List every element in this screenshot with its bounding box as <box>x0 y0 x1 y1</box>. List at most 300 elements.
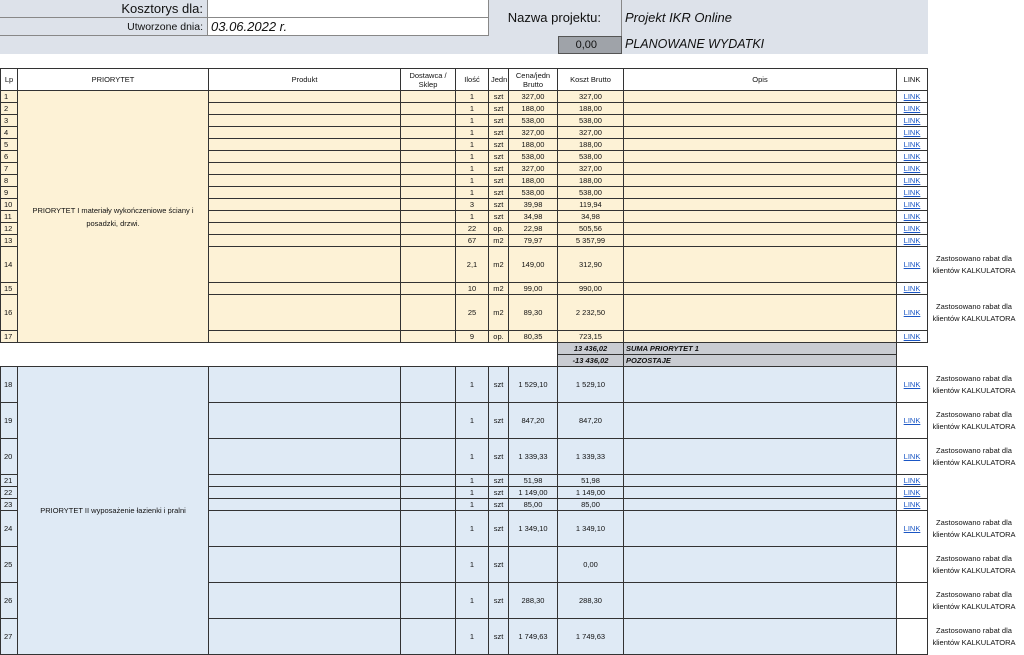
supplier-cell[interactable] <box>401 223 456 235</box>
description-cell[interactable] <box>624 127 897 139</box>
product-cell[interactable] <box>209 475 401 487</box>
description-cell[interactable] <box>624 547 897 583</box>
product-cell[interactable] <box>209 547 401 583</box>
link-anchor[interactable]: LINK <box>903 163 921 173</box>
description-cell[interactable] <box>624 295 897 331</box>
description-cell[interactable] <box>624 499 897 511</box>
link-cell <box>897 619 928 655</box>
description-cell[interactable] <box>624 235 897 247</box>
total-cost-cell: 327,00 <box>558 91 624 103</box>
nazwa-value-cell[interactable] <box>622 0 928 36</box>
discount-note: Zastosowano rabat dla klientów KALKULATORA <box>932 589 1016 611</box>
supplier-cell[interactable] <box>401 115 456 127</box>
quantity-cell[interactable]: 3 <box>456 199 489 211</box>
quantity-cell[interactable]: 25 <box>456 295 489 331</box>
link-cell <box>897 295 928 331</box>
supplier-cell[interactable] <box>401 199 456 211</box>
link-anchor[interactable]: LINK <box>903 499 921 509</box>
unit-cell[interactable]: szt <box>489 547 509 583</box>
total-cost-cell: 505,56 <box>558 223 624 235</box>
total-cost-cell: 1 349,10 <box>558 511 624 547</box>
unit-price-cell[interactable]: 51,98 <box>509 475 558 487</box>
supplier-cell[interactable] <box>401 487 456 499</box>
unit-price-cell[interactable]: 1 149,00 <box>509 487 558 499</box>
product-cell[interactable] <box>209 283 401 295</box>
discount-note: Zastosowano rabat dla klientów KALKULATORA <box>932 625 1016 647</box>
quantity-cell[interactable]: 1 <box>456 127 489 139</box>
supplier-cell[interactable] <box>401 439 456 475</box>
discount-note: Zastosowano rabat dla klientów KALKULATORA <box>932 301 1016 323</box>
supplier-cell[interactable] <box>401 175 456 187</box>
description-cell[interactable] <box>624 367 897 403</box>
product-cell[interactable] <box>209 139 401 151</box>
product-cell[interactable] <box>209 211 401 223</box>
unit-price-cell[interactable]: 85,00 <box>509 499 558 511</box>
summary-link-spacer <box>897 343 928 355</box>
unit-cell[interactable]: szt <box>489 475 509 487</box>
unit-cell[interactable]: szt <box>489 151 509 163</box>
unit-price-cell[interactable] <box>509 547 558 583</box>
quantity-cell[interactable]: 1 <box>456 511 489 547</box>
link-cell <box>897 511 928 547</box>
unit-price-cell[interactable]: 1 349,10 <box>509 511 558 547</box>
planned-label-cell <box>622 36 928 54</box>
total-cost-cell: 1 529,10 <box>558 367 624 403</box>
link-anchor[interactable]: LINK <box>903 451 921 461</box>
unit-cell[interactable]: m2 <box>489 295 509 331</box>
col-header-lp: Lp <box>1 69 18 91</box>
row-lp: 21 <box>1 475 18 487</box>
row-lp: 6 <box>1 151 18 163</box>
product-cell[interactable] <box>209 367 401 403</box>
supplier-cell[interactable] <box>401 475 456 487</box>
description-cell[interactable] <box>624 283 897 295</box>
nazwa-label: Nazwa projektu: <box>507 10 601 25</box>
link-anchor[interactable]: LINK <box>903 283 921 293</box>
row-lp: 18 <box>1 367 18 403</box>
link-cell <box>897 499 928 511</box>
supplier-cell[interactable] <box>401 295 456 331</box>
description-cell[interactable] <box>624 151 897 163</box>
link-anchor[interactable]: LINK <box>903 475 921 485</box>
quantity-cell[interactable]: 1 <box>456 115 489 127</box>
unit-cell[interactable]: m2 <box>489 235 509 247</box>
link-anchor[interactable]: LINK <box>903 379 921 389</box>
unit-price-cell[interactable]: 22,98 <box>509 223 558 235</box>
product-cell[interactable] <box>209 487 401 499</box>
col-header-jedn: Jedn <box>489 69 509 91</box>
description-cell[interactable] <box>624 199 897 211</box>
nazwa-label-cell <box>488 0 622 36</box>
row-lp: 17 <box>1 331 18 343</box>
supplier-cell[interactable] <box>401 619 456 655</box>
product-cell[interactable] <box>209 619 401 655</box>
quantity-cell[interactable]: 1 <box>456 619 489 655</box>
description-cell[interactable] <box>624 211 897 223</box>
row-lp: 5 <box>1 139 18 151</box>
unit-price-cell[interactable]: 288,30 <box>509 583 558 619</box>
supplier-cell[interactable] <box>401 235 456 247</box>
summary-row <box>1 355 928 367</box>
link-anchor[interactable]: LINK <box>903 187 921 197</box>
total-cost-cell: 188,00 <box>558 139 624 151</box>
description-cell[interactable] <box>624 187 897 199</box>
link-anchor[interactable]: LINK <box>903 175 921 185</box>
link-cell <box>897 235 928 247</box>
link-cell <box>897 127 928 139</box>
description-cell[interactable] <box>624 139 897 151</box>
unit-cell[interactable]: szt <box>489 619 509 655</box>
link-anchor[interactable]: LINK <box>903 151 921 161</box>
link-anchor[interactable]: LINK <box>903 91 921 101</box>
unit-price-cell[interactable]: 327,00 <box>509 127 558 139</box>
description-cell[interactable] <box>624 223 897 235</box>
unit-cell[interactable]: szt <box>489 439 509 475</box>
row-lp: 14 <box>1 247 18 283</box>
supplier-cell[interactable] <box>401 247 456 283</box>
row-lp: 4 <box>1 127 18 139</box>
col-header-dostawca: Dostawca / Sklep <box>401 69 456 91</box>
description-cell[interactable] <box>624 583 897 619</box>
description-cell[interactable] <box>624 331 897 343</box>
supplier-cell[interactable] <box>401 403 456 439</box>
priority-group-label: PRIORYTET II wyposażenie łazienki i pralni <box>18 367 209 655</box>
link-cell <box>897 331 928 343</box>
row-lp: 23 <box>1 499 18 511</box>
total-cost-cell: 723,15 <box>558 331 624 343</box>
link-anchor[interactable]: LINK <box>903 235 921 245</box>
total-cost-cell: 538,00 <box>558 187 624 199</box>
unit-price-cell[interactable]: 538,00 <box>509 187 558 199</box>
product-cell[interactable] <box>209 175 401 187</box>
product-cell[interactable] <box>209 127 401 139</box>
unit-price-cell[interactable]: 80,35 <box>509 331 558 343</box>
discount-note: Zastosowano rabat dla klientów KALKULATORA <box>932 409 1016 431</box>
link-cell <box>897 103 928 115</box>
quantity-cell[interactable]: 67 <box>456 235 489 247</box>
description-cell[interactable] <box>624 487 897 499</box>
total-cost-cell: 51,98 <box>558 475 624 487</box>
link-cell <box>897 247 928 283</box>
summary-spacer <box>1 355 558 367</box>
row-lp: 22 <box>1 487 18 499</box>
row-lp: 26 <box>1 583 18 619</box>
unit-price-cell[interactable]: 327,00 <box>509 163 558 175</box>
product-cell[interactable] <box>209 247 401 283</box>
supplier-cell[interactable] <box>401 139 456 151</box>
utworzone-label-cell <box>0 18 208 36</box>
unit-cell[interactable]: m2 <box>489 247 509 283</box>
description-cell[interactable] <box>624 91 897 103</box>
unit-cell[interactable]: op. <box>489 331 509 343</box>
quantity-cell[interactable]: 2,1 <box>456 247 489 283</box>
description-cell[interactable] <box>624 475 897 487</box>
total-cost-cell: 85,00 <box>558 499 624 511</box>
row-lp: 13 <box>1 235 18 247</box>
pozostaje-value: -13 436,02 <box>558 355 624 367</box>
unit-cell[interactable]: szt <box>489 403 509 439</box>
header-spacer <box>0 36 558 54</box>
quantity-cell[interactable]: 1 <box>456 103 489 115</box>
total-cost-cell: 2 232,50 <box>558 295 624 331</box>
row-lp: 8 <box>1 175 18 187</box>
product-cell[interactable] <box>209 295 401 331</box>
link-anchor[interactable]: LINK <box>903 415 921 425</box>
supplier-cell[interactable] <box>401 103 456 115</box>
link-cell <box>897 139 928 151</box>
total-cost-cell: 327,00 <box>558 163 624 175</box>
supplier-cell[interactable] <box>401 91 456 103</box>
discount-note: Zastosowano rabat dla klientów KALKULATORA <box>932 445 1016 467</box>
row-lp: 27 <box>1 619 18 655</box>
supplier-cell[interactable] <box>401 331 456 343</box>
unit-price-cell[interactable]: 188,00 <box>509 175 558 187</box>
quantity-cell[interactable]: 1 <box>456 439 489 475</box>
summary-spacer <box>1 343 558 355</box>
supplier-cell[interactable] <box>401 547 456 583</box>
product-cell[interactable] <box>209 583 401 619</box>
unit-price-cell[interactable]: 327,00 <box>509 91 558 103</box>
link-anchor[interactable]: LINK <box>903 331 921 341</box>
product-cell[interactable] <box>209 187 401 199</box>
unit-price-cell[interactable]: 188,00 <box>509 139 558 151</box>
link-anchor[interactable]: LINK <box>903 523 921 533</box>
unit-cell[interactable]: szt <box>489 175 509 187</box>
link-anchor[interactable]: LINK <box>903 259 921 269</box>
table-header-row <box>1 69 928 91</box>
unit-price-cell[interactable]: 39,98 <box>509 199 558 211</box>
utworzone-value: 03.06.2022 r. <box>211 19 288 34</box>
product-cell[interactable] <box>209 163 401 175</box>
link-cell <box>897 403 928 439</box>
product-cell[interactable] <box>209 235 401 247</box>
unit-price-cell[interactable]: 188,00 <box>509 103 558 115</box>
product-cell[interactable] <box>209 499 401 511</box>
supplier-cell[interactable] <box>401 283 456 295</box>
unit-cell[interactable]: szt <box>489 115 509 127</box>
link-cell <box>897 487 928 499</box>
product-cell[interactable] <box>209 151 401 163</box>
kosztorys-label-cell <box>0 0 208 18</box>
summary-link-spacer <box>897 355 928 367</box>
product-cell[interactable] <box>209 115 401 127</box>
link-cell <box>897 151 928 163</box>
planned-value-cell <box>558 36 622 54</box>
row-lp: 3 <box>1 115 18 127</box>
unit-price-cell[interactable]: 79,97 <box>509 235 558 247</box>
link-cell <box>897 211 928 223</box>
link-cell <box>897 187 928 199</box>
discount-note: Zastosowano rabat dla klientów KALKULATORA <box>932 373 1016 395</box>
supplier-cell[interactable] <box>401 187 456 199</box>
link-cell <box>897 583 928 619</box>
row-lp: 16 <box>1 295 18 331</box>
description-cell[interactable] <box>624 103 897 115</box>
unit-cell[interactable]: m2 <box>489 283 509 295</box>
description-cell[interactable] <box>624 247 897 283</box>
unit-price-cell[interactable]: 99,00 <box>509 283 558 295</box>
product-cell[interactable] <box>209 331 401 343</box>
row-lp: 25 <box>1 547 18 583</box>
unit-cell[interactable]: op. <box>489 223 509 235</box>
total-cost-cell: 327,00 <box>558 127 624 139</box>
total-cost-cell: 538,00 <box>558 115 624 127</box>
cost-table <box>0 68 928 655</box>
col-header-produkt: Produkt <box>209 69 401 91</box>
discount-note: Zastosowano rabat dla klientów KALKULATORA <box>932 517 1016 539</box>
col-header-link: LINK <box>897 69 928 91</box>
utworzone-label: Utworzone dnia: <box>127 21 203 33</box>
quantity-cell[interactable]: 1 <box>456 487 489 499</box>
quantity-cell[interactable]: 1 <box>456 139 489 151</box>
total-cost-cell: 1 339,33 <box>558 439 624 475</box>
quantity-cell[interactable]: 1 <box>456 211 489 223</box>
quantity-cell[interactable]: 1 <box>456 499 489 511</box>
link-cell <box>897 283 928 295</box>
supplier-cell[interactable] <box>401 127 456 139</box>
link-anchor[interactable]: LINK <box>903 127 921 137</box>
unit-cell[interactable]: szt <box>489 91 509 103</box>
row-lp: 1 <box>1 91 18 103</box>
link-cell <box>897 175 928 187</box>
link-cell <box>897 199 928 211</box>
unit-price-cell[interactable]: 538,00 <box>509 115 558 127</box>
total-cost-cell: 312,90 <box>558 247 624 283</box>
unit-cell[interactable]: szt <box>489 499 509 511</box>
supplier-cell[interactable] <box>401 583 456 619</box>
description-cell[interactable] <box>624 403 897 439</box>
product-cell[interactable] <box>209 103 401 115</box>
link-anchor[interactable]: LINK <box>903 487 921 497</box>
unit-price-cell[interactable]: 34,98 <box>509 211 558 223</box>
discount-note: Zastosowano rabat dla klientów KALKULATORA <box>932 553 1016 575</box>
link-cell <box>897 439 928 475</box>
unit-price-cell[interactable]: 1 749,63 <box>509 619 558 655</box>
link-anchor[interactable]: LINK <box>903 103 921 113</box>
nazwa-value: Projekt IKR Online <box>625 10 732 25</box>
col-header-priorytet: PRIORYTET <box>18 69 209 91</box>
total-cost-cell: 1 149,00 <box>558 487 624 499</box>
quantity-cell[interactable]: 1 <box>456 475 489 487</box>
link-cell <box>897 367 928 403</box>
unit-price-cell[interactable]: 538,00 <box>509 151 558 163</box>
unit-cell[interactable]: szt <box>489 487 509 499</box>
quantity-cell[interactable]: 1 <box>456 547 489 583</box>
suma-value: 13 436,02 <box>558 343 624 355</box>
description-cell[interactable] <box>624 115 897 127</box>
supplier-cell[interactable] <box>401 211 456 223</box>
row-lp: 7 <box>1 163 18 175</box>
unit-cell[interactable]: szt <box>489 583 509 619</box>
supplier-cell[interactable] <box>401 163 456 175</box>
link-cell <box>897 115 928 127</box>
unit-cell[interactable]: szt <box>489 199 509 211</box>
total-cost-cell: 0,00 <box>558 547 624 583</box>
product-cell[interactable] <box>209 91 401 103</box>
planned-value: 0,00 <box>575 39 597 51</box>
unit-price-cell[interactable]: 89,30 <box>509 295 558 331</box>
total-cost-cell: 119,94 <box>558 199 624 211</box>
kosztorys-value-cell[interactable] <box>208 0 488 18</box>
product-cell[interactable] <box>209 223 401 235</box>
description-cell[interactable] <box>624 175 897 187</box>
suma-label: SUMA PRIORYTET 1 <box>624 343 897 355</box>
quantity-cell[interactable]: 9 <box>456 331 489 343</box>
quantity-cell[interactable]: 1 <box>456 187 489 199</box>
table-row <box>1 91 928 103</box>
link-anchor[interactable]: LINK <box>903 223 921 233</box>
planned-label: PLANOWANE WYDATKI <box>625 37 765 51</box>
total-cost-cell: 5 357,99 <box>558 235 624 247</box>
link-anchor[interactable]: LINK <box>903 115 921 125</box>
row-lp: 10 <box>1 199 18 211</box>
quantity-cell[interactable]: 22 <box>456 223 489 235</box>
unit-price-cell[interactable]: 847,20 <box>509 403 558 439</box>
link-anchor[interactable]: LINK <box>903 307 921 317</box>
total-cost-cell: 188,00 <box>558 175 624 187</box>
pozostaje-label: POZOSTAJE <box>624 355 897 367</box>
product-cell[interactable] <box>209 439 401 475</box>
row-lp: 20 <box>1 439 18 475</box>
row-lp: 24 <box>1 511 18 547</box>
unit-cell[interactable]: szt <box>489 127 509 139</box>
total-cost-cell: 538,00 <box>558 151 624 163</box>
unit-cell[interactable]: szt <box>489 139 509 151</box>
row-lp: 2 <box>1 103 18 115</box>
row-lp: 15 <box>1 283 18 295</box>
quantity-cell[interactable]: 10 <box>456 283 489 295</box>
unit-price-cell[interactable]: 1 529,10 <box>509 367 558 403</box>
kosztorys-label: Kosztorys dla: <box>121 1 203 16</box>
description-cell[interactable] <box>624 163 897 175</box>
link-anchor[interactable]: LINK <box>903 199 921 209</box>
summary-row <box>1 343 928 355</box>
supplier-cell[interactable] <box>401 151 456 163</box>
quantity-cell[interactable]: 1 <box>456 367 489 403</box>
utworzone-value-cell[interactable] <box>208 18 488 36</box>
supplier-cell[interactable] <box>401 367 456 403</box>
quantity-cell[interactable]: 1 <box>456 403 489 439</box>
link-anchor[interactable]: LINK <box>903 139 921 149</box>
supplier-cell[interactable] <box>401 499 456 511</box>
product-cell[interactable] <box>209 511 401 547</box>
product-cell[interactable] <box>209 199 401 211</box>
unit-price-cell[interactable]: 149,00 <box>509 247 558 283</box>
quantity-cell[interactable]: 1 <box>456 163 489 175</box>
unit-cell[interactable]: szt <box>489 367 509 403</box>
description-cell[interactable] <box>624 439 897 475</box>
unit-cell[interactable]: szt <box>489 211 509 223</box>
product-cell[interactable] <box>209 403 401 439</box>
quantity-cell[interactable]: 1 <box>456 91 489 103</box>
unit-cell[interactable]: szt <box>489 103 509 115</box>
quantity-cell[interactable]: 1 <box>456 151 489 163</box>
table-row <box>1 367 928 403</box>
total-cost-cell: 188,00 <box>558 103 624 115</box>
unit-cell[interactable]: szt <box>489 163 509 175</box>
unit-price-cell[interactable]: 1 339,33 <box>509 439 558 475</box>
quantity-cell[interactable]: 1 <box>456 175 489 187</box>
supplier-cell[interactable] <box>401 511 456 547</box>
link-cell <box>897 91 928 103</box>
row-lp: 12 <box>1 223 18 235</box>
description-cell[interactable] <box>624 619 897 655</box>
unit-cell[interactable]: szt <box>489 511 509 547</box>
description-cell[interactable] <box>624 511 897 547</box>
unit-cell[interactable]: szt <box>489 187 509 199</box>
quantity-cell[interactable]: 1 <box>456 583 489 619</box>
link-anchor[interactable]: LINK <box>903 211 921 221</box>
